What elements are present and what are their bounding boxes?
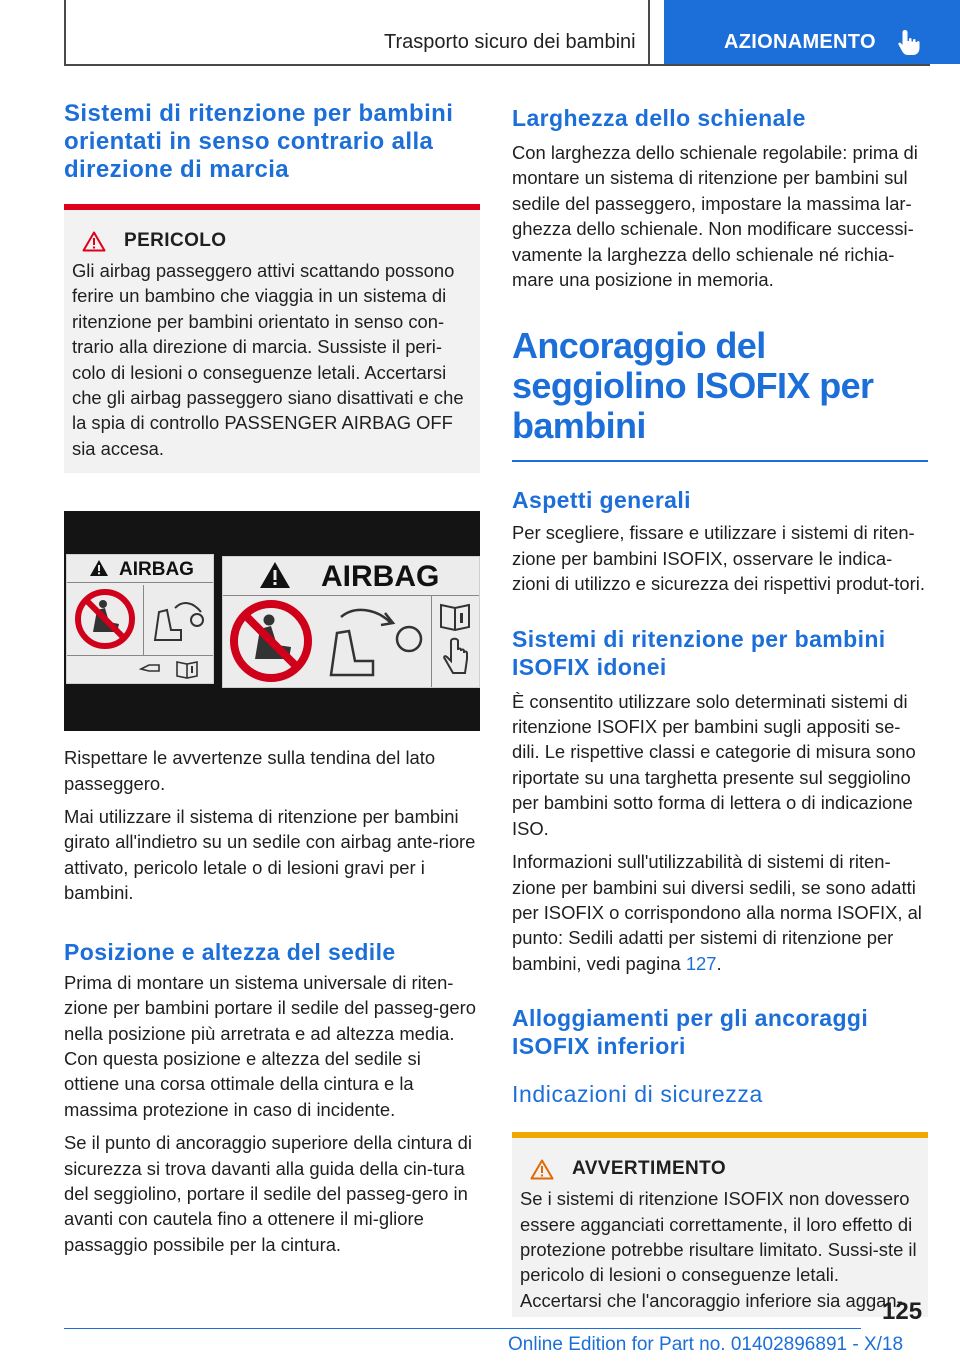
airbag-seat-icon (321, 603, 431, 683)
footer-rule (64, 1328, 861, 1329)
header-rule (64, 64, 930, 66)
section-tab-label: AZIONAMENTO (724, 31, 876, 53)
hand-pointer-icon (896, 28, 922, 56)
left-para-4: Se il punto di ancoraggio superiore della cintura di sicurezza si trova davanti alla guida della cin-tura del seggiolino, portare il sedile del passeg-gero in avanti con cautela fino a ottenere il mi-gliore passaggio possibile per la cintura. (64, 1132, 472, 1255)
subheading-safety: Indicazioni di sicurezza (512, 1081, 763, 1108)
airbag-label-photo (64, 511, 480, 731)
section-title-isofix: Ancoraggio del seggiolino ISOFIX per bambini (512, 325, 874, 447)
left-column (64, 100, 480, 1257)
right-para-2: Per scegliere, fissare e utilizzare i sistemi di riten-zione per bambini ISOFIX, osservare le indica-zioni di utilizzo e sicurezza dei rispettivi produt-tori. (512, 522, 925, 595)
manual-reference-icon (139, 659, 209, 679)
right-para-4-end: . (716, 952, 722, 974)
header-left-border (64, 0, 66, 66)
warning-text: Se i sistemi di ritenzione ISOFIX non dovessero essere agganciati correttamente, il loro effetto di protezione potrebbe risultare limitato. Sussi-ste il pericolo di lesioni o conseguenze letali. Accertarsi che l'ancoraggio inferiore sia aggan- (520, 1188, 917, 1311)
airbag-sticker-small (66, 554, 214, 684)
airbag-label-large: AIRBAG (321, 560, 440, 594)
page-reference-link[interactable]: 127 (685, 952, 717, 974)
header-divider (648, 0, 650, 66)
right-para-4 (512, 849, 928, 976)
warning-title: AVVERTIMENTO (572, 1158, 726, 1180)
airbag-seat-icon (145, 590, 207, 646)
section-tab[interactable] (664, 0, 960, 64)
warning-triangle-icon (259, 561, 291, 589)
heading-lower-anchors: Alloggiamenti per gli ancoraggi ISOFIX inferiori (512, 1005, 869, 1060)
warning-triangle-icon (89, 559, 109, 577)
page-number: 125 (882, 1298, 923, 1325)
right-column (512, 100, 928, 1317)
chapter-title: Trasporto sicuro dei bambini (384, 31, 636, 53)
danger-title: PERICOLO (124, 230, 227, 251)
airbag-sticker-large (222, 556, 480, 688)
footer-edition: Online Edition for Part no. 01402896891 - X/18 (508, 1334, 904, 1355)
heading-backrest-width: Larghezza dello schienale (512, 105, 806, 131)
airbag-label-small: AIRBAG (119, 559, 194, 581)
heading-seat-position: Posizione e altezza del sedile (64, 938, 396, 965)
warning-triangle-icon (530, 1159, 554, 1180)
heading-general: Aspetti generali (512, 487, 691, 514)
danger-box (64, 204, 480, 473)
danger-text: Gli airbag passeggero attivi scattando possono ferire un bambino che viaggia in un sistema di ritenzione per bambini orientato in senso con-trario alla direzione di marcia. Sussiste il peri-colo di lesioni o conseguenze letali. Accertarsi che gli airbag passeggero siano disattivati e che la spia di controllo PASSENGER AIRBAG OFF sia accesa. (72, 260, 464, 459)
right-para-4-text: Informazioni sull'utilizzabilità di sistemi di riten-zione per bambini sui diversi sedili, se sono adatti per ISOFIX o corrispondono alla norma ISOFIX, al punto: Sedili adatti per sistemi di ritenzione per bambini, vedi pagina (512, 851, 922, 974)
left-para-3: Prima di montare un sistema universale di riten-zione per bambini portare il sedile del passeg-gero nella posizione più arretrata e ad altezza media. Con questa posizione e altezza del sedile si ottiene una corsa ottimale della cintura e la massima protezione in caso di incidente. (64, 971, 476, 1120)
left-para-1: Rispettare le avvertenze sulla tendina del lato passeggero. (64, 747, 436, 794)
section-rule (512, 460, 928, 462)
manual-hand-icon (437, 601, 473, 681)
no-child-seat-icon (227, 599, 315, 683)
right-para-3: È consentito utilizzare solo determinati sistemi di ritenzione ISOFIX per bambini sugli appositi se-dili. Le rispettive classi e categorie di misura sono riportate su una targhetta presente sul seggiolino per bambini sotto forma di lettera o di indicazione ISO. (512, 690, 916, 839)
right-para-1: Con larghezza dello schienale regolabile: prima di montare un sistema di ritenzione per bambini sul sedile del passeggero, impostare la massima lar-ghezza dello schienale. Non modificare successi-vamente la larghezza dello schienale né richia-mare una posizione in memoria. (512, 142, 918, 291)
heading-rear-facing: Sistemi di ritenzione per bambini orientati in senso contrario alla direzione di marcia (64, 100, 454, 183)
warning-triangle-icon (82, 231, 106, 252)
heading-isofix-suitable: Sistemi di ritenzione per bambini ISOFIX idonei (512, 625, 886, 680)
warning-box (512, 1132, 928, 1317)
no-child-seat-icon (71, 588, 139, 650)
left-para-2: Mai utilizzare il sistema di ritenzione per bambini girato all'indietro su un sedile con airbag ante-riore attivato, pericolo letale o di lesioni gravi per i bambini. (64, 806, 476, 904)
